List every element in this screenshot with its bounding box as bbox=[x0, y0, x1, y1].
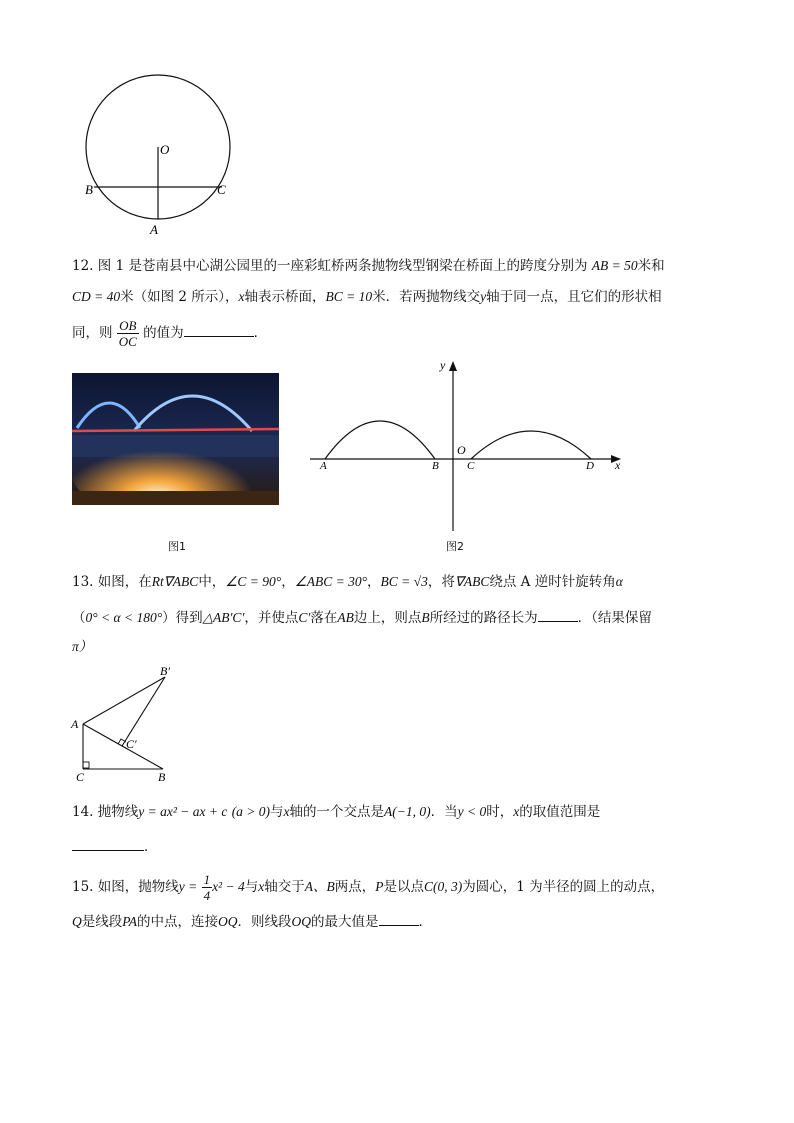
q12-fraction bbox=[117, 318, 139, 349]
fraction-numerator: OB bbox=[117, 318, 139, 334]
figure1-caption: 图1 bbox=[168, 540, 186, 553]
parabola-ab bbox=[325, 421, 435, 459]
q15-text: 的中点，连接 bbox=[137, 914, 219, 930]
q12-text: 米．若两抛物线交 bbox=[372, 289, 481, 305]
q13-text: ， bbox=[281, 574, 295, 590]
q12-text: 的值为 bbox=[143, 325, 184, 341]
q15-math: x² − 4 bbox=[212, 879, 245, 894]
label-b: B bbox=[158, 770, 166, 784]
q13-text: 绕点 A 逆时针旋转角 bbox=[489, 574, 616, 590]
ground bbox=[72, 491, 279, 505]
q15-text: 是以点 bbox=[383, 879, 424, 895]
y-axis-arrow bbox=[449, 361, 457, 371]
q13-text: ．（结果保留 bbox=[577, 610, 652, 626]
bridge-photo bbox=[72, 373, 279, 505]
q12-line1 bbox=[72, 256, 665, 276]
q13-text: ，将 bbox=[427, 574, 455, 590]
label-y: y bbox=[440, 358, 446, 372]
answer-blank[interactable] bbox=[538, 607, 578, 622]
q15-text: 轴交于 bbox=[264, 879, 305, 895]
q12-text: 米和 bbox=[637, 258, 665, 274]
q15-line2 bbox=[72, 911, 432, 932]
q15-text: ． bbox=[418, 914, 433, 930]
q12-math: x bbox=[238, 289, 245, 304]
q15-math: x bbox=[258, 879, 265, 894]
q12-math: CD = 40 bbox=[72, 289, 121, 304]
q13-text: （ bbox=[72, 610, 86, 626]
q13-math: C′ bbox=[298, 610, 311, 625]
q13-math: α bbox=[615, 574, 623, 589]
q15-text: 如图，抛物线 bbox=[97, 879, 179, 895]
q12-text: 图 1 是苍南县中心湖公园里的一座彩虹桥两条抛物线型钢梁在桥面上的跨度分别为 bbox=[97, 258, 588, 274]
q12-line2 bbox=[72, 287, 662, 307]
label-a: A bbox=[320, 460, 327, 472]
fraction-numerator: 1 bbox=[203, 872, 211, 887]
parabola-cd bbox=[471, 431, 591, 459]
q12-text: ． bbox=[253, 325, 268, 341]
q14-math: x bbox=[283, 804, 290, 819]
q15-number: 15. bbox=[72, 879, 94, 895]
q14-text: ．当 bbox=[430, 804, 458, 820]
label-x: x bbox=[615, 458, 621, 472]
q14-math: y = ax² − ax + c bbox=[138, 804, 228, 819]
q12-number: 12. bbox=[72, 258, 94, 274]
q15-math: C(0, 3) bbox=[423, 879, 463, 894]
q12-math: BC = 10 bbox=[325, 289, 373, 304]
q14-text: 时， bbox=[486, 804, 514, 820]
q14-text: 轴的一个交点是 bbox=[289, 804, 385, 820]
label-a: A bbox=[71, 717, 79, 731]
q15-text: 与 bbox=[244, 879, 259, 895]
q12-math: AB = 50 bbox=[591, 258, 638, 273]
q13-text: 边上，则点 bbox=[353, 610, 422, 626]
q13-text: 如图，在 bbox=[97, 574, 152, 590]
q13-text: 所经过的路径长为 bbox=[429, 610, 538, 626]
q13-math: BC = √3 bbox=[380, 574, 428, 589]
label-c: C bbox=[76, 770, 85, 784]
q13-math: Rt bbox=[151, 574, 164, 589]
q15-fraction bbox=[202, 872, 213, 903]
q12-math: y bbox=[480, 289, 487, 304]
q15-text: 为圆心，1 为半径的圆上的动点， bbox=[462, 879, 665, 895]
q13-line2 bbox=[72, 607, 652, 628]
q15-text: 的最大值是 bbox=[311, 914, 379, 930]
q13-text: 中， bbox=[198, 574, 226, 590]
q13-math: ∇ABC bbox=[454, 574, 490, 589]
fraction-denominator: 4 bbox=[203, 888, 211, 903]
q13-math: ∠ABC = 30° bbox=[294, 574, 368, 589]
triangle-figure bbox=[68, 662, 198, 787]
q15-text: 是线段 bbox=[81, 914, 123, 930]
q14-line2 bbox=[72, 836, 158, 857]
label-b-prime: B′ bbox=[160, 664, 170, 678]
label-a: A bbox=[150, 222, 158, 237]
q14-text: 抛物线 bbox=[97, 804, 139, 820]
q13-math: 0° < α < 180° bbox=[85, 610, 163, 625]
q12-text: 轴表示桥面， bbox=[244, 289, 326, 305]
label-o: O bbox=[457, 443, 466, 457]
fraction-denominator: OC bbox=[118, 334, 137, 349]
q13-math: △AB′C′ bbox=[202, 610, 245, 625]
q13-text: ，并使点 bbox=[244, 610, 299, 626]
q14-text: 与 bbox=[270, 804, 284, 820]
q15-text: 两点， bbox=[334, 879, 376, 895]
q12-text: 轴于同一点，且它们的形状相 bbox=[486, 289, 662, 305]
q12-line3 bbox=[72, 318, 267, 349]
q15-line1 bbox=[72, 872, 664, 903]
segment-b-prime-c-prime bbox=[122, 677, 165, 746]
q12-text: 米（如图 2 所示）， bbox=[120, 289, 239, 305]
q13-text: ）得到 bbox=[162, 610, 203, 626]
q14-text: ． bbox=[144, 839, 158, 855]
q14-math: (a > 0) bbox=[231, 804, 271, 819]
label-d: D bbox=[586, 460, 594, 472]
segment-ab-prime bbox=[83, 677, 165, 724]
q14-math: A(−1, 0) bbox=[384, 804, 431, 819]
q13-math: AB bbox=[337, 610, 354, 625]
label-o: O bbox=[160, 142, 170, 157]
q12-text: 同，则 bbox=[72, 325, 113, 341]
label-c: C bbox=[217, 182, 226, 197]
q15-math: y = bbox=[178, 879, 198, 894]
parabola-diagram bbox=[305, 355, 635, 535]
q15-math: OQ bbox=[291, 914, 312, 929]
q15-math: A、B bbox=[304, 879, 335, 894]
q14-text: 的取值范围是 bbox=[519, 804, 601, 820]
right-angle-mark-c bbox=[83, 762, 89, 768]
answer-blank[interactable] bbox=[72, 836, 144, 851]
label-c-prime: C′ bbox=[126, 737, 137, 751]
q14-number: 14. bbox=[72, 804, 94, 820]
figure2-caption: 图2 bbox=[446, 540, 464, 553]
q14-math: x bbox=[513, 804, 520, 819]
q14-line1 bbox=[72, 802, 600, 822]
q13-number: 13. bbox=[72, 574, 94, 590]
label-c: C bbox=[467, 460, 475, 472]
segment-ab bbox=[83, 724, 163, 769]
answer-blank[interactable] bbox=[379, 911, 419, 926]
q13-text: 落在 bbox=[310, 610, 338, 626]
q15-math: PA bbox=[122, 914, 138, 929]
answer-blank[interactable] bbox=[184, 322, 254, 337]
q15-math: OQ bbox=[218, 914, 238, 929]
right-angle-mark-c-prime bbox=[118, 739, 126, 744]
q13-line1 bbox=[72, 572, 623, 592]
circle-figure bbox=[80, 70, 250, 240]
q13-math: ∠C = 90° bbox=[225, 574, 282, 589]
label-b: B bbox=[432, 460, 439, 472]
q13-math: B bbox=[421, 610, 430, 625]
q15-math: P bbox=[375, 879, 384, 894]
label-b: B bbox=[85, 182, 93, 197]
q13-math: ∇ABC bbox=[163, 574, 199, 589]
q13-text: ， bbox=[367, 574, 381, 590]
q15-math: Q bbox=[72, 914, 82, 929]
q15-text: ．则线段 bbox=[237, 914, 292, 930]
q14-math: y < 0 bbox=[457, 804, 487, 819]
q13-line3: π） bbox=[72, 639, 93, 654]
